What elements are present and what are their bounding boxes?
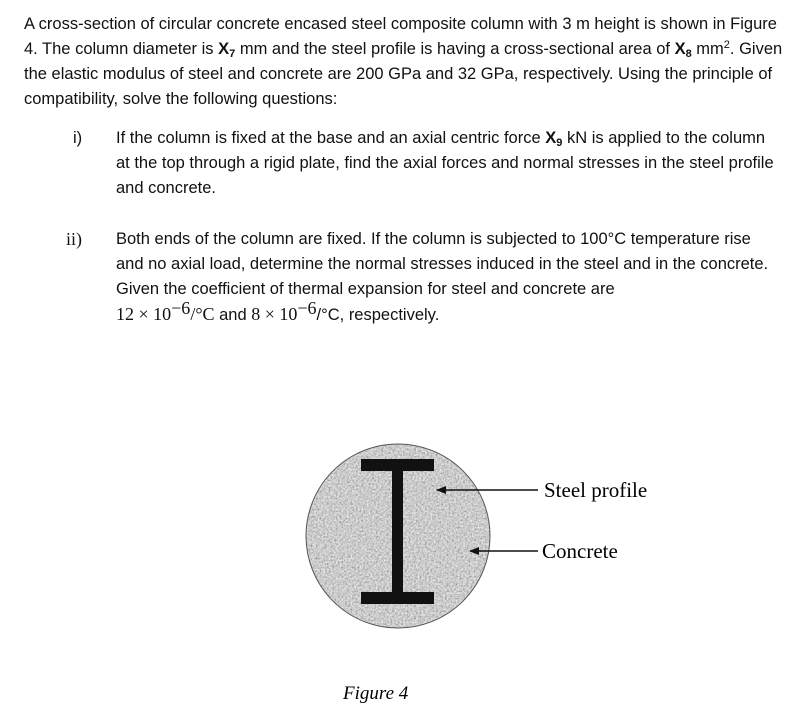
question-ii-text: Both ends of the column are fixed. If the column is subjected to 100°C temperature rise and no axial load, determine the normal stresses induced in the steel and in the concrete. Given the coefficient of thermal expansion for steel and concrete are $12 \times 10^{-6}/^\circ C$ and $8 \times 10^{-6}/^\circ C$, respectively.	[116, 230, 769, 324]
question-i-text: If the column is fixed at the base and an axial centric force $X_9$ kN is applied to the column at the top through a rigid plate, find the axial forces and normal stresses in the steel profile and concrete.	[116, 129, 774, 197]
problem-intro: A cross-section of circular concrete encased steel composite column with 3 m height is shown in Figure 4. The column diameter is $X_7$ mm and the steel profile is having a cross-sectional area of $X_8$ $mm^2$. Given the elastic modulus of steel and concrete are 200 GPa and 32 GPa, respectively. Using the principle of compatibility, solve the following questions:	[24, 15, 783, 108]
question-ii-number: ii)	[66, 229, 82, 249]
concrete-label: Concrete	[542, 539, 618, 563]
figure-caption: Figure 4	[343, 683, 409, 704]
question-i-number: i)	[73, 129, 83, 147]
steel-profile-label: Steel profile	[544, 478, 648, 502]
